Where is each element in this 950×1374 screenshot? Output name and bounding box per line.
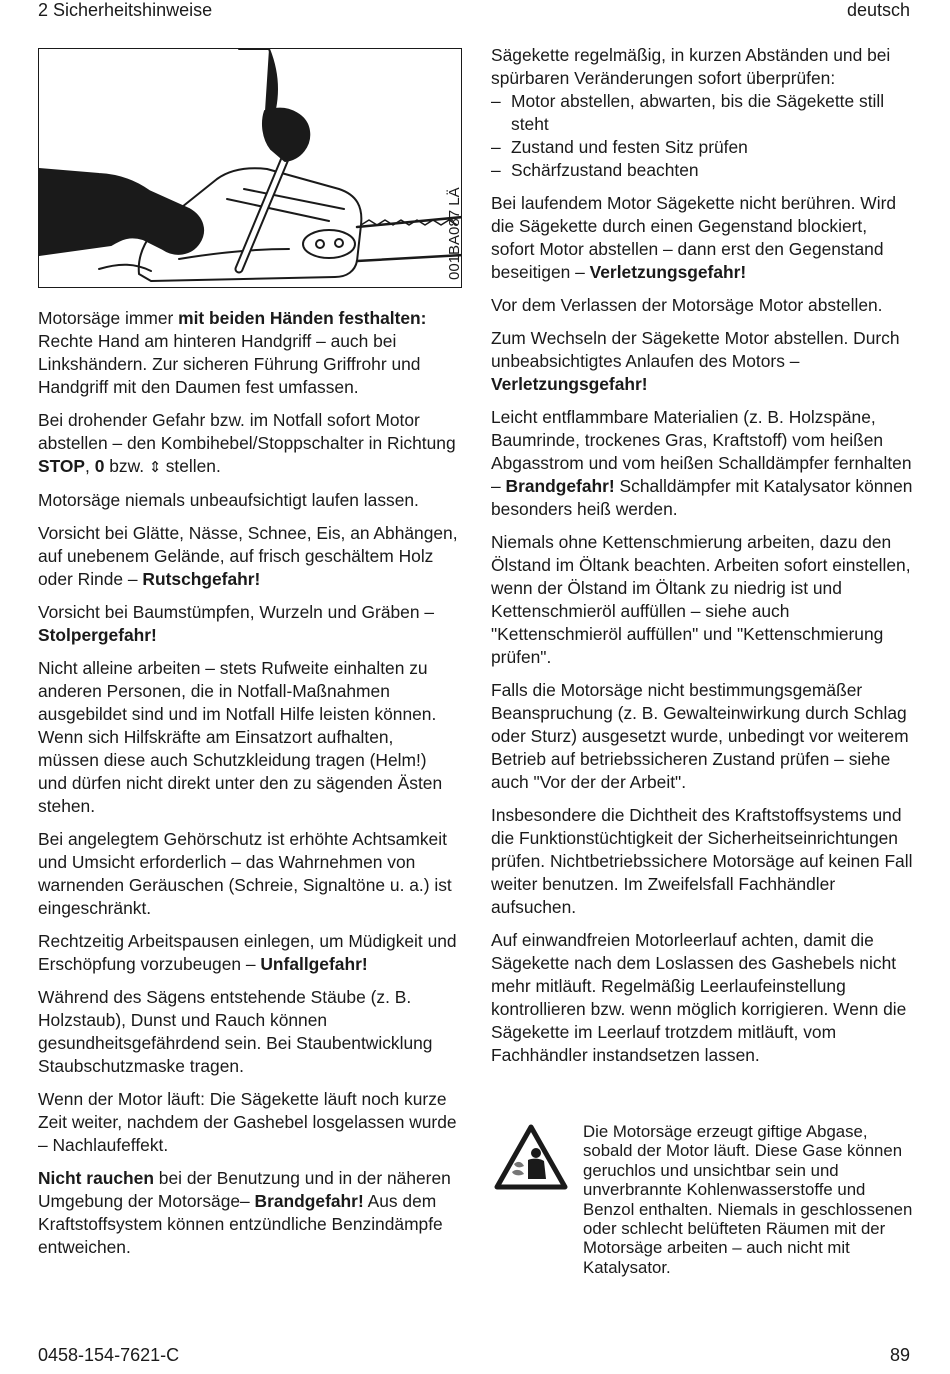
text: Aus dem Kraftstoffsystem können entzündliche Benzindämpfe entweichen.: [38, 1191, 443, 1257]
para-change-chain: [491, 327, 913, 396]
stop-symbol-icon: ⇕: [148, 459, 162, 476]
text: Motorsäge immer: [38, 308, 179, 328]
exhaust-warning-text: Die Motorsäge erzeugt giftige Abgase, sobald der Motor läuft. Diese Gase können geruchlos und unsichtbar sein und unverbrannte Kohlenwasserstoffe und Benzol enthalten. Niemals in geschlossenen oder schlecht belüfteten Räumen mit der Motorsäge arbeiten – auch nicht mit Katalysator.: [583, 1122, 913, 1277]
para-hearing: Bei angelegtem Gehörschutz ist erhöhte Achtsamkeit und Umsicht erforderlich – das Wahrnehmen von warnenden Geräuschen (Schreie, Signaltöne u. a.) ist eingeschränkt.: [38, 829, 452, 918]
text: Bei drohender Gefahr bzw. im Notfall sofort Motor abstellen – den Kombihebel/Stoppschalter in Richtung: [38, 410, 456, 453]
para-chain-check: Sägekette regelmäßig, in kurzen Abständen und bei spürbaren Veränderungen sofort überprüfen:: [491, 45, 891, 88]
zero-label: 0: [94, 456, 105, 476]
emphasis: Verletzungsgefahr!: [491, 374, 648, 394]
chainsaw-grip-illustration: [38, 48, 462, 288]
section-header: 2 Sicherheitshinweise: [38, 0, 213, 20]
text: bei der Benutzung und in der näheren Umgebung der Motorsäge–: [38, 1168, 451, 1211]
exhaust-warning: [491, 1122, 913, 1302]
emphasis: Brandgefahr!: [505, 476, 615, 496]
text: Vorsicht bei Glätte, Nässe, Schnee, Eis, an Abhängen, auf unebenem Gelände, auf frisch geschältem Holz oder Rinde –: [38, 523, 458, 589]
page-number: 89: [889, 1345, 910, 1365]
emphasis: Verletzungsgefahr!: [589, 262, 747, 282]
text: Rechte Hand am hinteren Handgriff – auch bei Linkshändern. Zur sicheren Führung Griffrohr und Handgriff mit den Daumen fest umfassen.: [38, 331, 421, 397]
para-leaving: Vor dem Verlassen der Motorsäge Motor abstellen.: [491, 295, 883, 315]
list-item: – Zustand und festen Sitz prüfen: [491, 136, 913, 159]
emphasis: Stolpergefahr!: [38, 625, 157, 645]
emphasis: mit beiden Händen festhalten:: [178, 308, 427, 328]
text: bzw.: [104, 456, 149, 476]
figure-code: 001BA087 LÄ: [446, 187, 463, 280]
para-dust: Während des Sägens entstehende Stäube (z. B. Holzstaub), Dunst und Rauch können gesundheitsgefährdend sein. Bei Staubentwicklung Staubschutzmaske tragen.: [38, 987, 433, 1076]
para-emergency-stop: [38, 409, 458, 479]
text: Vorsicht bei Baumstümpfen, Wurzeln und Gräben –: [38, 602, 435, 622]
text: ,: [85, 456, 95, 476]
emphasis: Unfallgefahr!: [260, 954, 368, 974]
right-column: [491, 44, 913, 1077]
doc-number: 0458-154-7621-C: [38, 1345, 180, 1365]
para-idle: Auf einwandfreien Motorleerlauf achten, damit die Sägekette nach dem Loslassen des Gashebels nicht mehr mitläuft. Regelmäßig Leerlaufeinstellung kontrollieren bzw. wenn möglich korrigieren. Wenn die Sägekette im Leerlauf trotzdem mitläuft, vom Fachhändler instandsetzen lassen.: [491, 930, 907, 1065]
para-unattended: Motorsäge niemals unbeaufsichtigt laufen lassen.: [38, 490, 419, 510]
emphasis: Nicht rauchen: [38, 1168, 154, 1188]
para-flammable: [491, 406, 913, 521]
list-item: – Motor abstellen, abwarten, bis die Sägekette still steht: [491, 90, 913, 136]
para-impact: Falls die Motorsäge nicht bestimmungsgemäßer Beanspruchung (z. B. Gewalteinwirkung durch Schlag oder Sturz) ausgesetzt wurde, unbedingt vor weiterem Betrieb auf betriebssicheren Zustand prüfen – siehe auch "Vor der der Arbeit".: [491, 680, 909, 792]
stop-label: STOP: [38, 456, 86, 476]
text: Bei laufendem Motor Sägekette nicht berühren. Wird die Sägekette durch einen Gegenstand blockiert, sofort Motor abstellen – dann erst den Gegenstand beseitigen –: [491, 193, 897, 282]
text: stellen.: [160, 456, 221, 476]
para-not-alone: Nicht alleine arbeiten – stets Rufweite einhalten zu anderen Personen, die in Notfall-Maßnahmen ausgebildet sind und im Notfall Hilfe leisten können. Wenn sich Hilfskräfte am Einsatzort aufhalten, müssen diese auch Schutzkleidung tragen (Helm!) und dürfen nicht direkt unter den zu sägenden Ästen stehen.: [38, 658, 443, 816]
chainsaw-hands-drawing: [39, 49, 462, 288]
list-item: – Schärfzustand beachten: [491, 159, 913, 182]
para-no-smoking: [38, 1167, 458, 1259]
left-column: [38, 307, 458, 1269]
text: Zum Wechseln der Sägekette Motor abstellen. Durch unbeabsichtigtes Anlaufen des Motors –: [491, 328, 900, 371]
language-label: deutsch: [846, 0, 910, 20]
para-fuel-system: Insbesondere die Dichtheit des Kraftstoffsystems und die Funktionstüchtigkeit der Sicherheitseinrichtungen prüfen. Nichtbetriebssichere Motorsäge auf keinen Fall weiter benutzen. Im Zweifelsfall Fachhändler aufsuchen.: [491, 805, 913, 917]
para-no-touch: [491, 192, 913, 284]
text: Rechtzeitig Arbeitspausen einlegen, um Müdigkeit und Erschöpfung vorzubeugen –: [38, 931, 457, 974]
text: Schalldämpfer mit Katalysator können besonders heiß werden.: [491, 476, 913, 519]
text: Leicht entflammbare Materialien (z. B. Holzspäne, Baumrinde, trockenes Gras, Kraftstoff) vom heißen Abgasstrom und vom heißen Schalldämpfer fernhalten –: [491, 407, 912, 496]
para-slip: [38, 522, 458, 591]
para-two-hands: [38, 307, 458, 399]
para-lubrication: Niemals ohne Kettenschmierung arbeiten, dazu den Ölstand im Öltank beachten. Arbeiten sofort einstellen, wenn der Ölstand im Öltank zu niedrig ist und Kettenschmieröl auffüllen – siehe auch "Kettenschmieröl auffüllen" und "Kettenschmierung prüfen".: [491, 532, 911, 667]
chain-check-list: [491, 90, 913, 182]
warning-triangle-icon: [494, 1124, 568, 1190]
para-run-on: Wenn der Motor läuft: Die Sägekette läuft noch kurze Zeit weiter, nachdem der Gashebel losgelassen wurde – Nachlaufeffekt.: [38, 1089, 457, 1155]
para-trip: [38, 601, 458, 647]
emphasis: Brandgefahr!: [254, 1191, 364, 1211]
emphasis: Rutschgefahr!: [142, 569, 261, 589]
para-breaks: [38, 930, 458, 976]
